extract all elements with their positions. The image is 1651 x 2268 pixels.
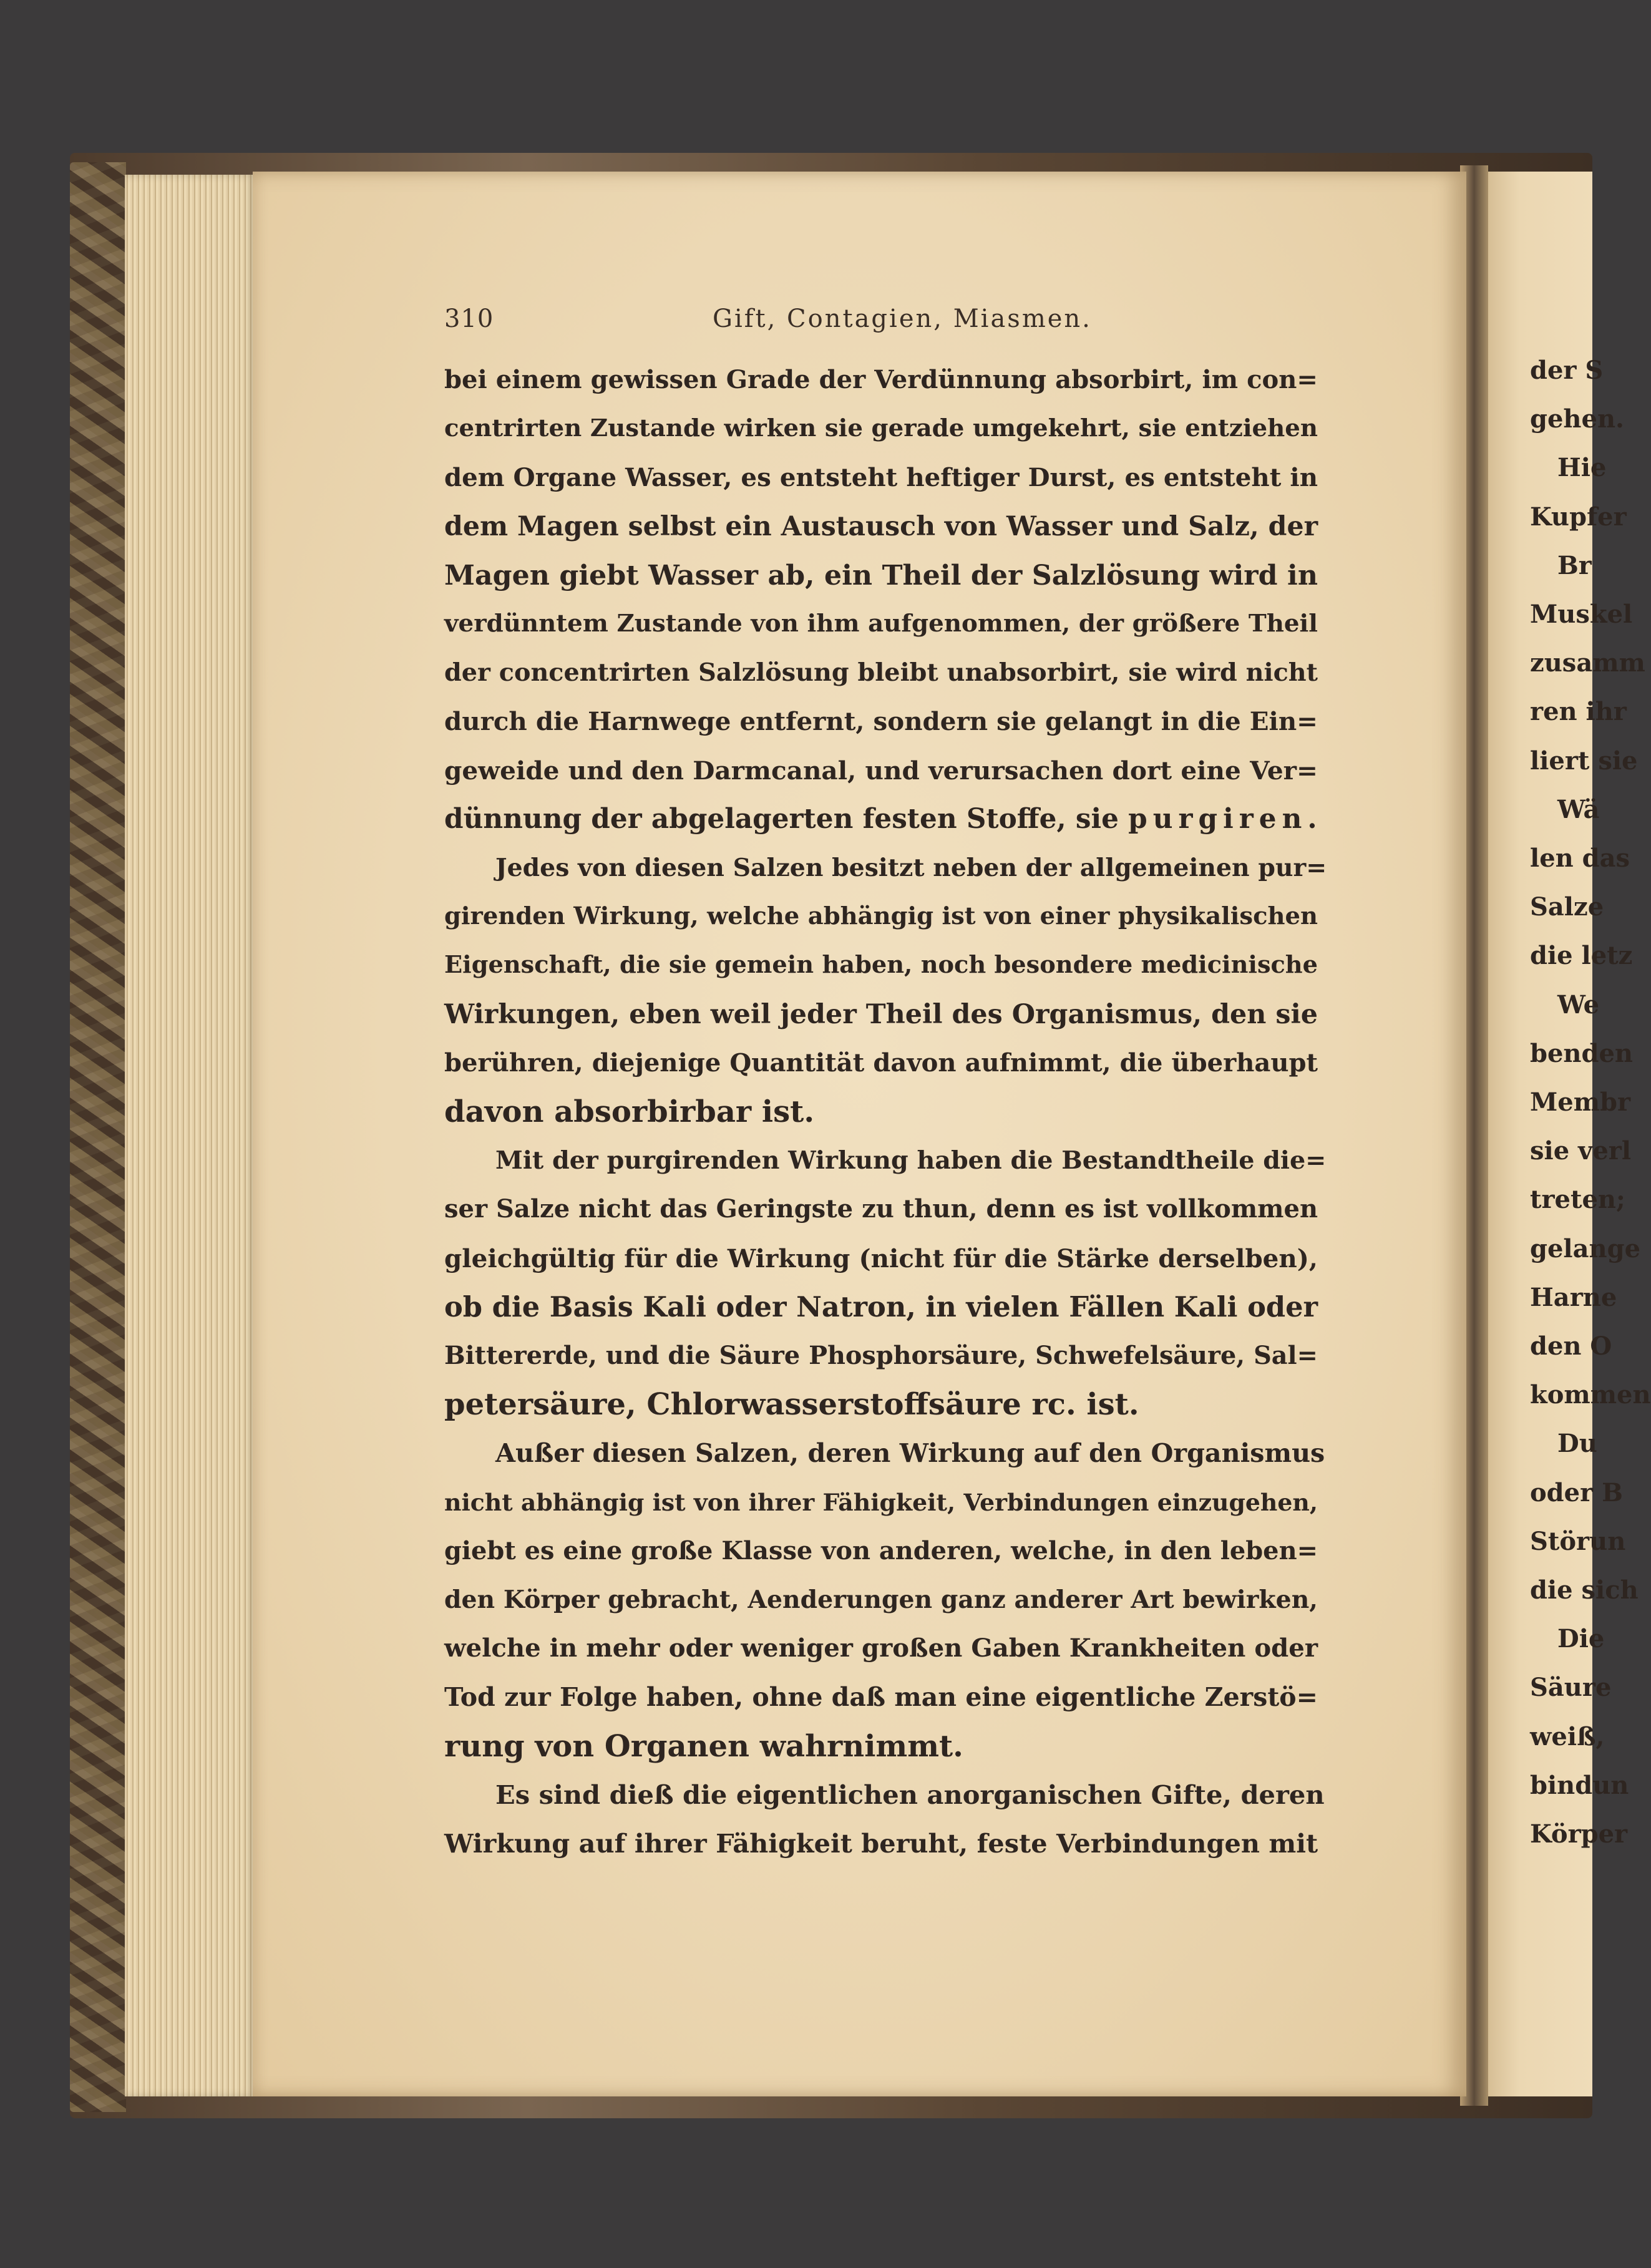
text-line: Tod zur Folge haben, ohne daß man eine eigentliche Zerstö= [444, 1682, 1318, 1713]
text-line: der concentrirten Salzlösung bleibt unabsorbirt, sie wird nicht [444, 658, 1318, 688]
page-stack-edges [125, 175, 256, 2096]
running-head: Gift, Contagien, Miasmen. [713, 304, 1092, 333]
facing-line: Säure [1530, 1673, 1612, 1703]
facing-line: Br [1557, 550, 1592, 580]
facing-line: Wä [1557, 794, 1600, 824]
body-text [444, 356, 1327, 1868]
page-header [444, 304, 1318, 342]
text-line: bei einem gewissen Grade der Verdünnung absorbirt, im con= [444, 365, 1318, 394]
facing-line: weiß, [1530, 1721, 1605, 1751]
facing-line: oder B [1530, 1477, 1623, 1507]
text-line: centrirten Zustande wirken sie gerade umgekehrt, sie entziehen [444, 414, 1318, 443]
emphasized-word: purgiren. [1128, 802, 1323, 835]
text-line: dem Magen selbst ein Austausch von Wasser und Salz, der [444, 510, 1318, 542]
facing-line: den O [1530, 1331, 1612, 1361]
text-line: gleichgültig für die Wirkung (nicht für die Stärke derselben), [444, 1243, 1318, 1273]
facing-page-text [1530, 346, 1651, 1859]
text-line: Jedes von diesen Salzen besitzt neben der allgemeinen pur= [495, 854, 1327, 883]
facing-line: ren ihr [1530, 697, 1627, 727]
facing-line: Muskel [1530, 600, 1633, 630]
facing-line: Hie [1557, 453, 1607, 483]
facing-line: kommen [1530, 1380, 1651, 1410]
text-line: nicht abhängig ist von ihrer Fähigkeit, Verbindungen einzugehen, [444, 1488, 1318, 1516]
text-line: ob die Basis Kali oder Natron, in vielen Fällen Kali oder [444, 1290, 1318, 1323]
facing-line: gehen. [1530, 404, 1624, 434]
page-number: 310 [444, 304, 494, 333]
facing-line: die letz [1530, 941, 1633, 971]
facing-line: Körper [1530, 1819, 1628, 1849]
facing-line: Kupfer [1530, 502, 1627, 532]
facing-line: zusamm [1530, 648, 1645, 678]
text-line: petersäure, Chlorwasserstoffsäure rc. ist. [444, 1387, 1139, 1423]
text-line: Wirkungen, eben weil jeder Theil des Organismus, den sie [444, 998, 1318, 1030]
text-line: dem Organe Wasser, es entsteht heftiger Durst, es entsteht in [444, 462, 1318, 493]
text-line: giebt es eine große Klasse von anderen, welche, in den leben= [444, 1536, 1318, 1565]
facing-line: treten; [1530, 1185, 1625, 1215]
facing-page [1488, 172, 1651, 2096]
facing-line: bindun [1530, 1770, 1629, 1800]
marbled-edge [70, 162, 126, 2112]
text-line: rung von Organen wahrnimmt. [444, 1728, 963, 1764]
facing-line: sie verl [1530, 1136, 1632, 1166]
text-line [444, 795, 1323, 844]
text-line: Es sind dieß die eigentlichen anorganischen Gifte, deren [495, 1779, 1325, 1810]
facing-line: Störun [1530, 1526, 1626, 1556]
text-line: verdünntem Zustande von ihm aufgenommen, der größere Theil [444, 610, 1318, 638]
text-line: girenden Wirkung, welche abhängig ist von einer physikalischen [444, 902, 1318, 931]
facing-line: Harne [1530, 1282, 1617, 1312]
text-line: Bittererde, und die Säure Phosphorsäure, Schwefelsäure, Sal= [444, 1341, 1318, 1371]
text-line: Wirkung auf ihrer Fähigkeit beruht, feste Verbindungen mit [444, 1828, 1318, 1859]
text-line: den Körper gebracht, Aenderungen ganz anderer Art bewirken, [444, 1585, 1318, 1615]
facing-line: Membr [1530, 1088, 1631, 1117]
facing-line: der S [1530, 356, 1604, 385]
facing-line: len das [1530, 844, 1630, 874]
text-line: Magen giebt Wasser ab, ein Theil der Salzlösung wird in [444, 558, 1318, 591]
text-line-start: dünnung der abgelagerten festen Stoffe, sie [444, 802, 1119, 835]
text-line: berühren, diejenige Quantität davon aufnimmt, die überhaupt [444, 1048, 1318, 1078]
text-line: Eigenschaft, die sie gemein haben, noch besondere medicinische [444, 951, 1318, 980]
facing-line: Du [1557, 1429, 1597, 1459]
facing-line: Die [1557, 1624, 1605, 1654]
text-line: Mit der purgirenden Wirkung haben die Bestandtheile die= [495, 1146, 1327, 1175]
facing-line: die sich [1530, 1575, 1639, 1605]
facing-line: We [1557, 990, 1600, 1020]
text-line: ser Salze nicht das Geringste zu thun, denn es ist vollkommen [444, 1194, 1318, 1224]
facing-line: benden [1530, 1038, 1633, 1068]
text-line: welche in mehr oder weniger großen Gaben Krankheiten oder [444, 1633, 1318, 1663]
text-line: durch die Harnwege entfernt, sondern sie gelangt in die Ein= [444, 706, 1318, 737]
facing-line: gelange [1530, 1234, 1641, 1263]
facing-line: liert sie [1530, 746, 1638, 776]
facing-line: Salze [1530, 892, 1604, 922]
text-line: davon absorbirbar ist. [444, 1094, 815, 1130]
text-line: geweide und den Darmcanal, und verursachen dort eine Ver= [444, 755, 1318, 786]
text-line: Außer diesen Salzen, deren Wirkung auf den Organismus [495, 1438, 1325, 1469]
